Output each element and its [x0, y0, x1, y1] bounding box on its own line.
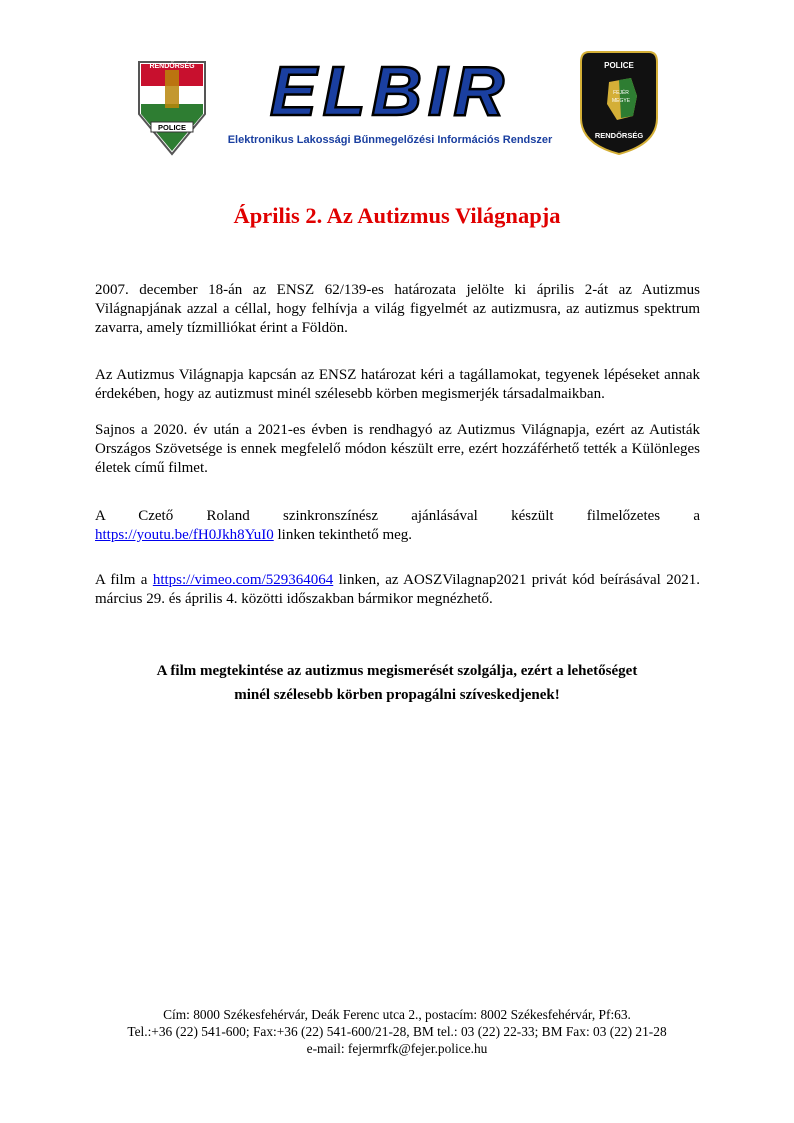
paragraph-film-availability: Sajnos a 2020. év után a 2021-es évben is rendhagyó az Autizmus Világnapja, ezért az Autisták Országos Szövetsége is ennek megfelelő módon készült erre, ezért hozzáférhető tették a Különleges életek című filmet. — [95, 422, 700, 476]
vimeo-suffix: linken, az AOSZVilagnap2021 privát kód beírásával 2021. március 29. és április 4. közötti időszakban bármikor megnézhető. — [95, 572, 700, 607]
youtube-trailer-link[interactable]: https://youtu.be/fH0Jkh8YuI0 — [95, 527, 274, 543]
paragraph-trailer-line1: A Czető Roland szinkronszínész ajánlásával készült filmelőzetes a — [95, 508, 700, 524]
hungarian-police-badge-logo — [135, 56, 209, 156]
elbir-wordmark: ELBIR — [270, 57, 510, 130]
shield-top-text: POLICE — [604, 61, 634, 70]
closing-line-2: minél szélesebb körben propagálni szíveskedjenek! — [234, 687, 560, 703]
badge-top-text: RENDŐRSÉG — [149, 63, 195, 70]
page-title: Április 2. Az Autizmus Világnapja — [233, 203, 561, 228]
elbir-subtitle: Elektronikus Lakossági Bűnmegelőzési Információs Rendszer — [227, 134, 553, 146]
vimeo-prefix: A film a — [95, 572, 153, 588]
paragraph-vimeo — [95, 571, 700, 609]
shield-bottom-text: RENDŐRSÉG — [594, 131, 644, 140]
vimeo-film-link[interactable]: https://vimeo.com/529364064 — [152, 572, 334, 588]
paragraph-trailer-line2 — [95, 526, 700, 545]
closing-line-1: A film megtekintése az autizmus megismerését szolgálja, ezért a lehetőséget — [156, 663, 638, 679]
footer-contact — [0, 1006, 794, 1057]
footer-address: Cím: 8000 Székesfehérvár, Deák Ferenc utca 2., postacím: 8002 Székesfehérvár, Pf:63. — [163, 1007, 631, 1022]
elbir-logo — [207, 57, 573, 153]
badge-bottom-text: POLICE — [158, 123, 186, 132]
letterhead — [0, 48, 794, 163]
shield-map-text-1: FEJÉR — [613, 90, 629, 96]
trailer-link-suffix: linken tekinthető meg. — [273, 527, 413, 543]
footer-phone: Tel.:+36 (22) 541-600; Fax:+36 (22) 541-600/21-28, BM tel.: 03 (22) 22-33; BM Fax: 03 (22) 21-28 — [127, 1024, 667, 1039]
paragraph-un-resolution: Az Autizmus Világnapja kapcsán az ENSZ határozat kéri a tagállamokat, tegyenek lépéseket annak érdekében, hogy az autizmust minél szélesebb körben megismerjék társadalmaikban. — [95, 367, 700, 402]
fejer-police-shield-logo — [579, 48, 659, 156]
paragraph-history: 2007. december 18-án az ENSZ 62/139-es határozata jelölte ki április 2-át az Autizmus Világnapjának azzal a céllal, hogy felhívja a világ figyelmét az autizmusra, az autizmus spektrum zavarra, amely tízmilliókat érint a Földön. — [95, 282, 700, 336]
footer-email: e-mail: fejermrfk@fejer.police.hu — [306, 1041, 488, 1056]
closing-appeal — [0, 659, 794, 707]
shield-map-text-2: MEGYE — [611, 98, 631, 104]
